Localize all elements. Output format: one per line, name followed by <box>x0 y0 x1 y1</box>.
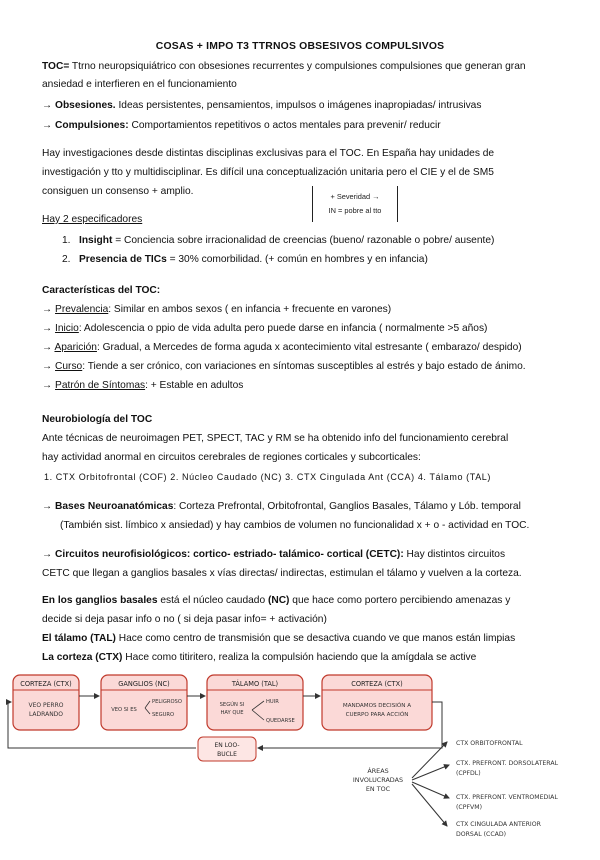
thalamus-text: Hace como centro de transmisión que se desactiva cuando ve que manos están limpias <box>115 633 516 644</box>
characteristic-item: → Inicio: Adolescencia o ppio de vida adulta pero puede darse en infancia ( normalmente >5 años) <box>42 323 488 334</box>
characteristic-label: Curso <box>55 361 83 372</box>
characteristic-label: Patrón de Síntomas <box>55 380 146 391</box>
box-title: GANGLIOS (NC) <box>118 680 170 688</box>
diagram-box-cortex-1 <box>13 675 79 730</box>
area-item: CTX. PREFRONT. DORSOLATERAL <box>456 760 559 767</box>
item-number: 1. <box>62 235 71 246</box>
characteristic-text: : Adolescencia o ppio de vida adulta pero puede darse en infancia ( normalmente >5 años) <box>78 323 488 334</box>
diagram-box-talamo <box>207 675 303 730</box>
research-line-1: Hay investigaciones desde distintas disciplinas exclusivas para el TOC. En España hay unidades de <box>42 148 495 159</box>
page-title: COSAS + IMPO T3 TTRNOS OBSESIVOS COMPULSIVOS <box>155 41 445 52</box>
areas-label: EN TOC <box>365 785 391 793</box>
area-item: (CPFDL) <box>456 770 481 777</box>
bases-line: → Bases Neuroanatómicas: Corteza Prefrontal, Orbitofrontal, Ganglios Basales, Tálamo y Lób. temporal <box>42 501 521 512</box>
box-title: TÁLAMO (TAL) <box>231 680 279 688</box>
box-body: LADRANDO <box>28 711 64 718</box>
compulsiones-line <box>42 119 441 132</box>
box-title: CORTEZA (CTX) <box>20 680 72 688</box>
ganglia-line-2: decide si deja pasar info o no ( si deja pasar info= + activación) <box>42 614 327 625</box>
area-item: CTX ORBITOFRONTAL <box>456 740 523 747</box>
toc-text-cont: ansiedad e interfieren en el funcionamiento <box>42 79 237 90</box>
ganglia-text: está el núcleo caudado <box>157 595 268 606</box>
area-item: CTX CINGULADA ANTERIOR <box>456 821 541 828</box>
box-title: CORTEZA (CTX) <box>351 680 403 688</box>
area-item: (CPFVM) <box>456 804 483 811</box>
box-body: QUEDARSE <box>266 718 295 724</box>
cortex-text: Hace como titiritero, realiza la compulsión haciendo que la amígdala se active <box>122 652 477 663</box>
circuits-text: Hay distintos circuitos <box>403 549 506 560</box>
box-body: MANDAMOS DECISIÓN A <box>342 703 412 709</box>
ganglia-label: En los ganglios basales <box>42 595 158 606</box>
characteristic-text: : Gradual, a Mercedes de forma aguda x acontecimiento vital estresante ( embarazo/ despido) <box>96 342 522 353</box>
area-item: CTX. PREFRONT. VENTROMEDIAL <box>456 794 558 801</box>
specifiers-heading: Hay 2 especificadores <box>42 214 143 225</box>
specifier-item-2 <box>62 253 428 266</box>
areas-label: ÁREAS <box>367 767 389 775</box>
circuit-diagram <box>0 660 600 860</box>
severity-note-2: IN = pobre al tto <box>328 206 382 215</box>
diagram-box-ganglios <box>101 675 187 730</box>
characteristic-item: → Patrón de Síntomas: + Estable en adultos <box>42 380 244 391</box>
loop-label: EN LOO- <box>214 742 240 749</box>
neuro-line-1: Ante técnicas de neuroimagen PET, SPECT, TAC y RM se ha obtenido info del funcionamiento cerebral <box>42 433 509 444</box>
bases-text: : Corteza Prefrontal, Orbitofrontal, Ganglios Basales, Tálamo y Lób. temporal <box>173 501 521 512</box>
areas-group <box>353 740 559 838</box>
obsesiones-line <box>42 99 481 112</box>
characteristic-label: Prevalencia <box>55 304 109 315</box>
research-line-3: consiguen un consenso + amplio. <box>42 186 194 197</box>
arrow: → <box>42 100 56 111</box>
characteristic-label: Inicio <box>55 323 79 334</box>
box-body: PELIGROSO <box>152 699 182 705</box>
toc-definition <box>42 60 526 73</box>
obsesiones-label: Obsesiones. <box>55 100 116 111</box>
ganglia-text-2: que hace como portero percibiendo amenazas y <box>289 595 511 606</box>
box-body: SEGÚN SI <box>219 702 245 708</box>
neuro-heading: Neurobiología del TOC <box>42 414 153 425</box>
specifier-label: Presencia de TICs <box>79 254 167 265</box>
characteristics-heading: Características del TOC: <box>42 285 161 296</box>
bases-line-2: (También sist. límbico x ansiedad) y hay cambios de volumen no funcionalidad x + o - actividad en TOC. <box>60 520 530 531</box>
neuro-line-2: hay actividad anormal en circuitos cerebrales de regiones corticales y subcorticales: <box>42 452 421 463</box>
box-body: VEO PERRO <box>28 702 64 709</box>
characteristic-item: → Aparición: Gradual, a Mercedes de forma aguda x acontecimiento vital estresante ( embarazo/ despido) <box>42 342 522 353</box>
neuro-regions: 1. CTX Orbitofrontal (COF) 2. Núcleo Caudado (NC) 3. CTX Cingulada Ant (CCA) 4. Tálamo (TAL) <box>44 472 492 482</box>
areas-label: INVOLUCRADAS <box>352 776 404 784</box>
loop-box <box>198 737 256 761</box>
thalamus-label: El tálamo (TAL) <box>42 633 116 644</box>
specifier-text: = Conciencia sobre irracionalidad de creencias (bueno/ razonable o pobre/ ausente) <box>112 235 495 246</box>
characteristic-text: : + Estable en adultos <box>145 380 244 391</box>
box-body: HUIR <box>266 699 279 705</box>
severity-note-1: + Severidad → <box>330 192 380 201</box>
bases-label: Bases Neuroanatómicas <box>55 501 174 512</box>
circuits-line-2: CETC que llegan a ganglios basales x vías directas/ indirectas, estimulan el tálamo y vuelven a la corteza. <box>42 568 522 579</box>
specifier-label: Insight <box>79 235 113 246</box>
area-item: DORSAL (CCAD) <box>456 831 507 838</box>
box-body: VEO SI ES <box>111 707 137 713</box>
characteristic-item: → Curso: Tiende a ser crónico, con variaciones en síntomas susceptibles al estrés y bajo estado de ánimo. <box>42 361 526 372</box>
ganglia-nc: (NC) <box>267 595 290 606</box>
specifier-text: = 30% comorbilidad. (+ común en hombres y en infancia) <box>166 254 428 265</box>
thalamus-line <box>42 632 515 645</box>
characteristic-text: : Tiende a ser crónico, con variaciones en síntomas susceptibles al estrés y bajo estado de ánimo. <box>82 361 526 372</box>
loop-label: BUCLE <box>217 751 237 758</box>
research-line-2: investigación y tto y multidisciplinar. Es difícil una conceptualización unitaria pero el CIE y el de SM5 <box>42 167 494 178</box>
item-number: 2. <box>62 254 71 265</box>
box-body: SEGURO <box>152 712 175 718</box>
toc-label: TOC= <box>42 61 70 72</box>
area-arrow <box>412 784 447 826</box>
cortex-label: La corteza (CTX) <box>42 652 123 663</box>
circuits-label: Circuitos neurofisiológicos: cortico- estriado- talámico- cortical (CETC): <box>55 549 404 560</box>
obsesiones-text: Ideas persistentes, pensamientos, impulsos o imágenes inapropiadas/ intrusivas <box>115 100 482 111</box>
characteristic-item: → Prevalencia: Similar en ambos sexos ( en infancia + frecuente en varones) <box>42 304 392 315</box>
toc-text: Ttrno neuropsiquiátrico con obsesiones recurrentes y compulsiones compulsiones que generan gran <box>69 61 526 72</box>
ganglia-line <box>42 594 510 607</box>
arrow: → <box>42 120 56 131</box>
specifier-item-1 <box>62 234 494 247</box>
compulsiones-text: Comportamientos repetitivos o actos mentales para prevenir/ reducir <box>128 120 441 131</box>
characteristic-label: Aparición <box>54 342 97 353</box>
box-body: HAY QUE <box>220 710 244 716</box>
severity-note-box <box>312 186 398 222</box>
box-body: CUERPO PARA ACCIÓN <box>345 712 409 718</box>
characteristic-text: : Similar en ambos sexos ( en infancia + frecuente en varones) <box>108 304 392 315</box>
diagram-box-cortex-2 <box>322 675 432 730</box>
circuits-line: → Circuitos neurofisiológicos: cortico- estriado- talámico- cortical (CETC): Hay distintos circuitos <box>42 549 506 560</box>
compulsiones-label: Compulsiones: <box>55 120 129 131</box>
